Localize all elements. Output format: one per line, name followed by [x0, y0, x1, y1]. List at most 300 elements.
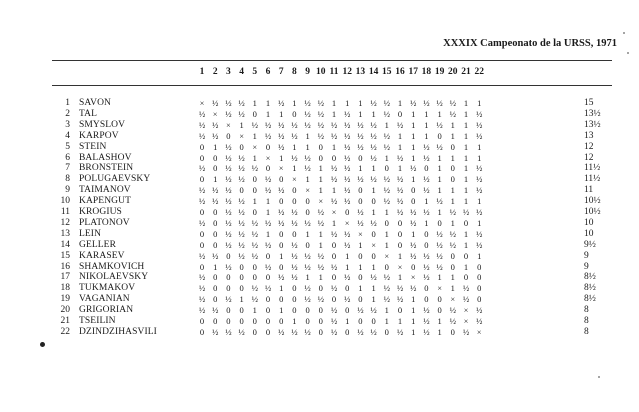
result-cell: ×	[463, 316, 469, 326]
column-header: 3	[226, 67, 231, 77]
result-cell: 0	[239, 261, 244, 272]
header-rule	[52, 85, 612, 86]
result-cell: 0	[331, 272, 337, 283]
result-cell: ½	[291, 152, 298, 163]
table-row	[0, 196, 639, 207]
result-cell: ½	[238, 250, 245, 261]
result-cell: 0	[292, 294, 297, 305]
column-header: 4	[239, 67, 244, 77]
result-cell: 1	[463, 185, 469, 196]
result-cell: ½	[436, 141, 443, 152]
result-cell: 1	[279, 250, 284, 261]
result-cell: ½	[423, 207, 430, 217]
row-rank: 10	[60, 196, 70, 207]
result-cell: ×	[344, 217, 350, 228]
result-cell: ½	[357, 130, 364, 141]
result-cell: ½	[198, 250, 206, 261]
row-rank: 1	[65, 98, 70, 108]
result-cell: ½	[330, 261, 338, 272]
player-name: KARPOV	[79, 130, 119, 141]
result-cell: ×	[265, 152, 271, 163]
column-header: 11	[329, 67, 339, 77]
result-cell: ×	[291, 174, 297, 185]
result-cell: 0	[371, 228, 376, 239]
column-header: 18	[421, 67, 432, 77]
result-cell: ½	[370, 305, 377, 316]
result-cell: ½	[423, 250, 430, 261]
row-rank: 19	[60, 294, 70, 305]
player-name: SHAMKOVICH	[79, 261, 145, 272]
result-cell: ½	[344, 163, 351, 174]
result-cell: ½	[436, 250, 443, 261]
result-cell: 1	[384, 305, 389, 316]
result-cell: ½	[396, 326, 404, 337]
result-cell: ½	[330, 119, 338, 130]
result-cell: 0	[305, 207, 310, 217]
result-cell: ½	[238, 326, 245, 337]
result-cell: 0	[265, 294, 271, 305]
row-rank: 4	[65, 130, 70, 141]
result-cell: 0	[199, 239, 205, 250]
player-name: TSEILIN	[79, 316, 116, 326]
result-cell: 1	[345, 98, 350, 108]
result-cell: ½	[198, 283, 206, 294]
result-cell: 1	[424, 217, 429, 228]
result-cell: 0	[239, 316, 244, 326]
result-cell: 0	[397, 108, 403, 119]
result-cell: ½	[330, 316, 338, 326]
result-cell: ½	[225, 174, 232, 185]
result-cell: 1	[463, 152, 469, 163]
table-row	[0, 218, 639, 229]
result-cell: 0	[463, 250, 469, 261]
result-cell: 0	[424, 228, 429, 239]
result-cell: ½	[225, 196, 232, 207]
result-cell: 0	[199, 228, 205, 239]
result-cell: 0	[450, 250, 455, 261]
result-cell: ½	[330, 130, 338, 141]
result-cell: 1	[424, 196, 429, 207]
result-cell: 0	[213, 207, 218, 217]
result-cell: 1	[318, 239, 323, 250]
result-cell: ½	[476, 305, 483, 316]
column-header: 19	[434, 67, 445, 77]
result-cell: ½	[476, 108, 483, 119]
result-cell: 0	[384, 261, 389, 272]
result-cell: 0	[371, 250, 376, 261]
result-cell: 1	[463, 108, 469, 119]
result-cell: ½	[238, 217, 245, 228]
result-cell: ½	[304, 152, 311, 163]
result-cell: ½	[357, 141, 364, 152]
result-cell: 0	[450, 163, 455, 174]
result-cell: ×	[476, 326, 482, 337]
result-cell: ½	[370, 152, 377, 163]
result-cell: ½	[410, 250, 417, 261]
result-cell: 0	[358, 316, 363, 326]
result-cell: ½	[396, 283, 404, 294]
result-cell: 1	[213, 261, 218, 272]
result-cell: 0	[331, 250, 337, 261]
result-cell: 0	[279, 239, 284, 250]
result-cell: ×	[450, 294, 456, 305]
result-cell: 1	[437, 174, 442, 185]
result-cell: ½	[238, 152, 245, 163]
table-row	[0, 120, 639, 131]
result-cell: 1	[437, 185, 442, 196]
result-cell: 0	[345, 326, 350, 337]
result-cell: ×	[357, 228, 363, 239]
result-cell: 0	[318, 316, 323, 326]
result-cell: ½	[278, 119, 285, 130]
result-cell: 0	[477, 294, 482, 305]
result-cell: 1	[411, 326, 416, 337]
result-cell: 1	[437, 272, 442, 283]
result-cell: ½	[317, 261, 324, 272]
result-cell: 0	[450, 174, 455, 185]
result-cell: ½	[396, 185, 404, 196]
result-cell: 1	[239, 119, 244, 130]
result-cell: 1	[477, 196, 482, 207]
result-cell: 1	[305, 272, 310, 283]
result-cell: 0	[239, 305, 244, 316]
result-cell: 0	[279, 261, 284, 272]
result-cell: 0	[252, 272, 257, 283]
result-cell: ½	[396, 294, 404, 305]
table-row	[0, 229, 639, 240]
result-cell: ½	[278, 130, 285, 141]
result-cell: ×	[239, 130, 244, 141]
row-rank: 3	[65, 119, 70, 130]
result-cell: ½	[278, 98, 285, 108]
result-cell: 0	[358, 272, 363, 283]
result-cell: 1	[437, 316, 442, 326]
player-name: VAGANIAN	[79, 294, 130, 305]
result-cell: ½	[383, 283, 390, 294]
result-cell: ½	[476, 228, 483, 239]
result-cell: ½	[449, 228, 456, 239]
player-name: NIKOLAEVSKY	[79, 272, 149, 283]
row-rank: 6	[65, 152, 70, 163]
result-cell: ½	[344, 152, 351, 163]
result-cell: ½	[370, 217, 377, 228]
player-name: GELLER	[79, 239, 117, 250]
result-cell: 1	[318, 174, 323, 185]
player-name: BRONSTEIN	[79, 163, 134, 174]
result-cell: 1	[358, 239, 363, 250]
result-cell: 1	[279, 108, 284, 119]
result-cell: ½	[278, 141, 285, 152]
result-cell: ½	[251, 163, 258, 174]
result-cell: ½	[304, 108, 311, 119]
result-cell: 1	[318, 272, 323, 283]
table-row	[0, 262, 639, 273]
result-cell: 0	[318, 326, 323, 337]
result-cell: ½	[410, 207, 417, 217]
result-cell: ½	[370, 98, 377, 108]
result-cell: ½	[423, 152, 430, 163]
row-rank: 5	[65, 141, 70, 152]
result-cell: 1	[252, 98, 257, 108]
result-cell: ½	[344, 185, 351, 196]
total-points: 9	[584, 250, 589, 261]
result-cell: ½	[423, 98, 430, 108]
result-cell: 1	[265, 98, 271, 108]
result-cell: ½	[291, 272, 298, 283]
result-cell: 0	[318, 141, 323, 152]
total-points: 8	[584, 305, 589, 316]
result-cell: 0	[213, 163, 218, 174]
table-row	[0, 163, 639, 174]
result-cell: 0	[463, 217, 469, 228]
result-cell: ½	[423, 272, 430, 283]
result-cell: ½	[476, 239, 483, 250]
result-cell: 0	[292, 108, 297, 119]
row-rank: 21	[60, 316, 70, 326]
result-cell: ½	[344, 196, 351, 207]
result-cell: 1	[397, 316, 403, 326]
result-cell: 1	[450, 283, 455, 294]
result-cell: ½	[462, 283, 470, 294]
row-rank: 18	[60, 283, 70, 294]
result-cell: 1	[331, 185, 337, 196]
result-cell: 0	[463, 272, 469, 283]
result-cell: 0	[424, 283, 429, 294]
result-cell: 0	[279, 316, 284, 326]
column-header: 5	[252, 67, 258, 77]
result-cell: 1	[279, 283, 284, 294]
table-row	[0, 185, 639, 196]
total-points: 9	[584, 261, 589, 272]
result-cell: ½	[304, 261, 311, 272]
result-cell: 0	[213, 217, 218, 228]
result-cell: ½	[225, 217, 232, 228]
result-cell: 0	[384, 163, 389, 174]
player-name: DZINDZIHASVILI	[79, 326, 157, 337]
result-cell: 1	[463, 196, 469, 207]
row-rank: 12	[60, 217, 70, 228]
result-cell: 1	[384, 239, 389, 250]
result-cell: 1	[345, 261, 350, 272]
result-cell: ½	[476, 163, 483, 174]
result-cell: ½	[449, 108, 456, 119]
result-cell: ×	[199, 98, 205, 108]
total-points: 8	[584, 326, 589, 337]
result-cell: 0	[252, 261, 257, 272]
result-cell: ½	[212, 130, 219, 141]
result-cell: 0	[226, 316, 231, 326]
player-name: STEIN	[79, 141, 107, 152]
result-cell: 1	[424, 108, 429, 119]
result-cell: ½	[264, 217, 272, 228]
result-cell: 0	[239, 283, 244, 294]
result-cell: ½	[344, 272, 351, 283]
result-cell: ½	[396, 196, 404, 207]
speck	[598, 376, 600, 378]
result-cell: 1	[279, 152, 284, 163]
result-cell: 1	[358, 163, 363, 174]
result-cell: 1	[331, 141, 337, 152]
result-cell: 1	[411, 119, 416, 130]
result-cell: ½	[344, 228, 351, 239]
column-header: 7	[278, 67, 284, 77]
result-cell: ½	[330, 283, 338, 294]
result-cell: 1	[292, 98, 297, 108]
result-cell: ½	[423, 141, 430, 152]
column-header: 9	[305, 67, 310, 77]
result-cell: 0	[371, 196, 376, 207]
result-cell: ½	[410, 217, 417, 228]
result-cell: 0	[292, 305, 297, 316]
result-cell: ½	[225, 261, 232, 272]
result-cell: 1	[318, 228, 323, 239]
result-cell: 1	[411, 316, 416, 326]
result-cell: 1	[252, 305, 257, 316]
result-cell: 0	[331, 152, 337, 163]
result-cell: ½	[225, 108, 232, 119]
result-cell: 1	[397, 272, 403, 283]
player-name: SMYSLOV	[79, 119, 126, 130]
result-cell: ½	[436, 261, 443, 272]
result-cell: 0	[305, 196, 310, 207]
row-rank: 15	[60, 250, 70, 261]
result-cell: 1	[384, 207, 389, 217]
total-points: 8	[584, 316, 589, 326]
result-cell: 0	[371, 316, 376, 326]
result-cell: ½	[304, 163, 311, 174]
result-cell: 0	[252, 207, 257, 217]
result-cell: ½	[225, 163, 232, 174]
result-cell: 1	[265, 207, 271, 217]
result-cell: ½	[212, 196, 219, 207]
result-cell: 1	[213, 174, 218, 185]
result-cell: 1	[371, 185, 376, 196]
player-name: TAL	[79, 108, 98, 119]
result-cell: ½	[225, 239, 232, 250]
result-cell: 1	[384, 119, 389, 130]
result-cell: 0	[199, 261, 205, 272]
result-cell: ½	[264, 283, 272, 294]
result-cell: ½	[225, 141, 232, 152]
result-cell: 0	[213, 294, 218, 305]
result-cell: 0	[437, 217, 442, 228]
player-name: KROGIUS	[79, 207, 122, 217]
result-cell: 1	[345, 316, 350, 326]
table-row	[0, 109, 639, 120]
table-row	[0, 283, 639, 294]
result-cell: 0	[292, 228, 297, 239]
player-name: KAPENGUT	[79, 196, 131, 207]
row-rank: 13	[60, 228, 70, 239]
row-rank: 14	[60, 239, 70, 250]
result-cell: 0	[384, 217, 389, 228]
column-header: 6	[265, 67, 271, 77]
player-name: BALASHOV	[79, 152, 132, 163]
result-cell: 0	[437, 305, 442, 316]
result-cell: ½	[476, 174, 483, 185]
result-cell: 1	[437, 207, 442, 217]
result-cell: 1	[450, 272, 455, 283]
row-rank: 17	[60, 272, 70, 283]
result-cell: ½	[264, 185, 272, 196]
result-cell: ×	[463, 305, 469, 316]
result-cell: ½	[317, 130, 324, 141]
result-cell: 1	[463, 119, 469, 130]
result-cell: ½	[423, 185, 430, 196]
result-cell: ½	[344, 130, 351, 141]
result-cell: ½	[251, 283, 258, 294]
result-cell: 1	[463, 261, 469, 272]
total-points: 10½	[584, 196, 601, 207]
player-name: SAVON	[79, 98, 112, 108]
result-cell: ½	[198, 185, 206, 196]
result-cell: ½	[370, 130, 377, 141]
result-cell: 1	[463, 141, 469, 152]
result-cell: ½	[291, 217, 298, 228]
result-cell: 1	[358, 108, 363, 119]
result-cell: 0	[345, 305, 350, 316]
result-cell: ½	[278, 207, 285, 217]
column-header: 15	[382, 67, 392, 77]
column-header: 1	[199, 67, 205, 77]
column-header: 13	[355, 67, 366, 77]
result-cell: 0	[199, 174, 205, 185]
result-cell: ½	[330, 326, 338, 337]
result-cell: 1	[371, 207, 376, 217]
result-cell: ½	[264, 174, 272, 185]
result-cell: ½	[423, 316, 430, 326]
result-cell: ½	[462, 294, 470, 305]
table-row	[0, 131, 639, 142]
result-cell: ½	[198, 272, 206, 283]
result-cell: ½	[357, 119, 364, 130]
result-cell: 1	[345, 250, 350, 261]
result-cell: 1	[463, 98, 469, 108]
total-points: 10	[584, 217, 594, 228]
result-cell: ½	[198, 196, 206, 207]
column-header: 17	[408, 67, 418, 77]
result-cell: 0	[318, 283, 323, 294]
result-cell: ½	[330, 228, 338, 239]
result-cell: ½	[212, 185, 219, 196]
result-cell: ½	[251, 294, 258, 305]
result-cell: 1	[265, 108, 271, 119]
result-cell: 0	[226, 305, 231, 316]
result-cell: 0	[424, 239, 429, 250]
result-cell: ½	[278, 185, 285, 196]
result-cell: ½	[317, 250, 324, 261]
column-header: 22	[474, 67, 484, 77]
table-row	[0, 207, 639, 218]
result-cell: ½	[476, 119, 483, 130]
result-cell: ½	[225, 207, 232, 217]
result-cell: 0	[265, 305, 271, 316]
result-cell: 0	[265, 141, 271, 152]
result-cell: ½	[436, 119, 443, 130]
result-cell: 0	[199, 326, 205, 337]
total-points: 12	[584, 152, 594, 163]
result-cell: ½	[357, 207, 364, 217]
table-row	[0, 272, 639, 283]
result-cell: 0	[226, 283, 231, 294]
result-cell: 0	[358, 185, 363, 196]
result-cell: ×	[397, 261, 403, 272]
result-cell: 1	[437, 326, 442, 337]
result-cell: 1	[305, 174, 310, 185]
speck	[623, 32, 625, 34]
margin-dot	[40, 342, 45, 347]
row-rank: 11	[60, 207, 70, 217]
